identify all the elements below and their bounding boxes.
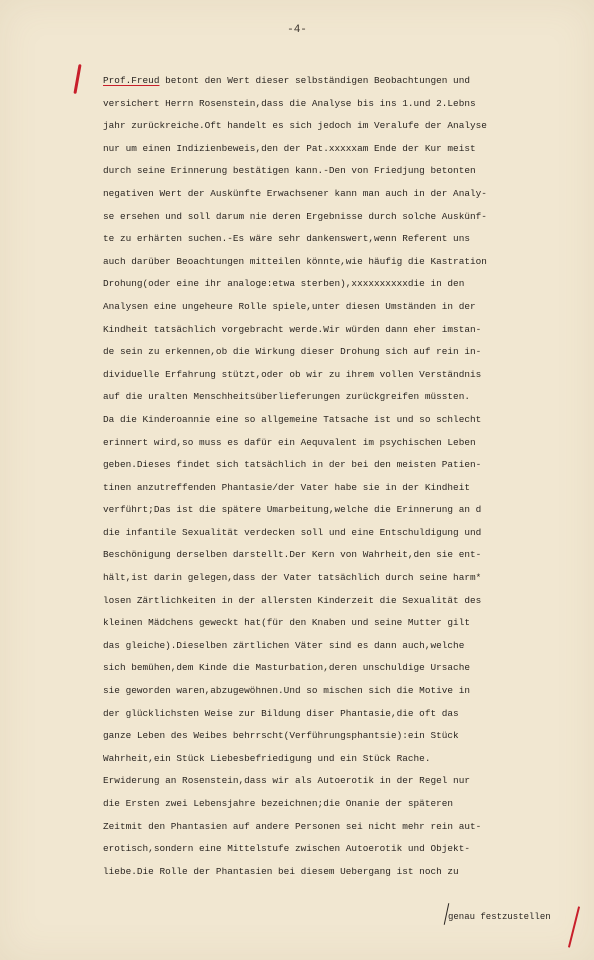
text-line: Da die Kinderoannie eine so allgemeine Tatsache ist und so schlecht (103, 413, 482, 425)
text-line: Kindheit tatsächlich vorgebracht werde.Wir würden dann eher imstan- (103, 323, 482, 335)
body-text (103, 70, 591, 883)
text-line: nur um einen Indizienbeweis,den der Pat.xxxxxam Ende der Kur meist (103, 142, 476, 154)
text-line: ganze Leben des Weibes behrrscht(Verführungsphantsie):ein Stück (103, 730, 459, 742)
text-line: losen Zärtlichkeiten in der allersten Kinderzeit die Sexualität des (103, 594, 482, 606)
text-line: Beschönigung derselben darstellt.Der Kern von Wahrheit,den sie ent- (103, 549, 482, 561)
text-line: dividuelle Erfahrung stützt,oder ob wir zu ihrem vollen Verständnis (103, 368, 482, 380)
text-line: auch darüber Beoachtungen mitteilen könnte,wie häufig die Kastration (103, 255, 487, 267)
text-line (103, 70, 591, 93)
text-line: das gleiche).Dieselben zärtlichen Väter sind es dann auch,welche (103, 639, 465, 651)
text-line: sie geworden waren,abzugewöhnen.Und so mischen sich die Motive in (103, 685, 470, 697)
text-line: geben.Dieses findet sich tatsächlich in der bei den meisten Patien- (103, 459, 482, 471)
line-text: betont den Wert dieser selbständigen Beobachtungen und (159, 75, 470, 86)
text-line: durch seine Erinnerung bestätigen kann.-Den von Friedjung betonten (103, 165, 476, 177)
text-line: erotisch,sondern eine Mittelstufe zwischen Autoerotik und Objekt- (103, 843, 470, 855)
text-line: die Ersten zwei Lebensjahre bezeichnen;die Onanie der späteren (103, 798, 454, 809)
text-line: sich bemühen,dem Kinde die Masturbation,deren unschuldige Ursache (103, 662, 470, 674)
text-line: Zeitmit den Phantasien auf andere Personen sei nicht mehr rein aut- (103, 820, 482, 832)
text-line: Analysen eine ungeheure Rolle spiele,unter diesen Umständen in der (103, 300, 476, 312)
text-line: tinen anzutreffenden Phantasie/der Vater habe sie in der Kindheit (103, 481, 470, 493)
text-line: erinnert wird,so muss es dafür ein Aequvalent im psychischen Leben (103, 436, 476, 448)
text-line: auf die uralten Menschheitsüberlieferungen zurückgreifen müssten. (103, 391, 470, 403)
margin-mark-bottom (568, 906, 580, 947)
text-line: de sein zu erkennen,ob die Wirkung dieser Drohung sich auf rein in- (103, 346, 482, 358)
text-line: verführt;Das ist die spätere Umarbeitung,welche die Erinnerung an d (103, 504, 482, 516)
text-line: der glücklichsten Weise zur Bildung diser Phantasie,die oft das (103, 707, 459, 719)
margin-mark (73, 64, 81, 94)
text-line: Erwiderung an Rosenstein,dass wir als Autoerotik in der Regel nur (103, 775, 470, 787)
text-line: die infantile Sexualität verdecken soll und eine Entschuldigung und (103, 526, 482, 538)
insert-note: genau festzustellen (448, 912, 551, 922)
name-prof-freud: Prof.Freud (103, 75, 160, 86)
text-line: Drohung(oder eine ihr analoge:etwa sterben),xxxxxxxxxxdie in den (103, 278, 465, 290)
page-number: -4- (287, 24, 307, 36)
text-line: liebe.Die Rolle der Phantasien bei diesem Uebergang ist noch zu (103, 865, 459, 877)
text-line: kleinen Mädchens geweckt hat(für den Knaben und seine Mutter gilt (103, 617, 470, 629)
text-line: se ersehen und soll darum nie deren Ergebnisse durch solche Auskünf- (103, 210, 487, 222)
text-line: te zu erhärten suchen.-Es wäre sehr dankenswert,wenn Referent uns (103, 233, 470, 245)
text-line: versichert Herrn Rosenstein,dass die Analyse bis ins 1.und 2.Lebns (103, 97, 476, 109)
text-line: negativen Wert der Auskünfte Erwachsener kann man auch in der Analy- (103, 187, 487, 199)
text-line: Wahrheit,ein Stück Liebesbefriedigung und ein Stück Rache. (103, 752, 431, 764)
text-line: hält,ist darin gelegen,dass der Vater tatsächlich durch seine harm* (103, 572, 482, 584)
text-line: jahr zurückreiche.Oft handelt es sich jedoch im Veralufe der Analyse (103, 120, 487, 132)
